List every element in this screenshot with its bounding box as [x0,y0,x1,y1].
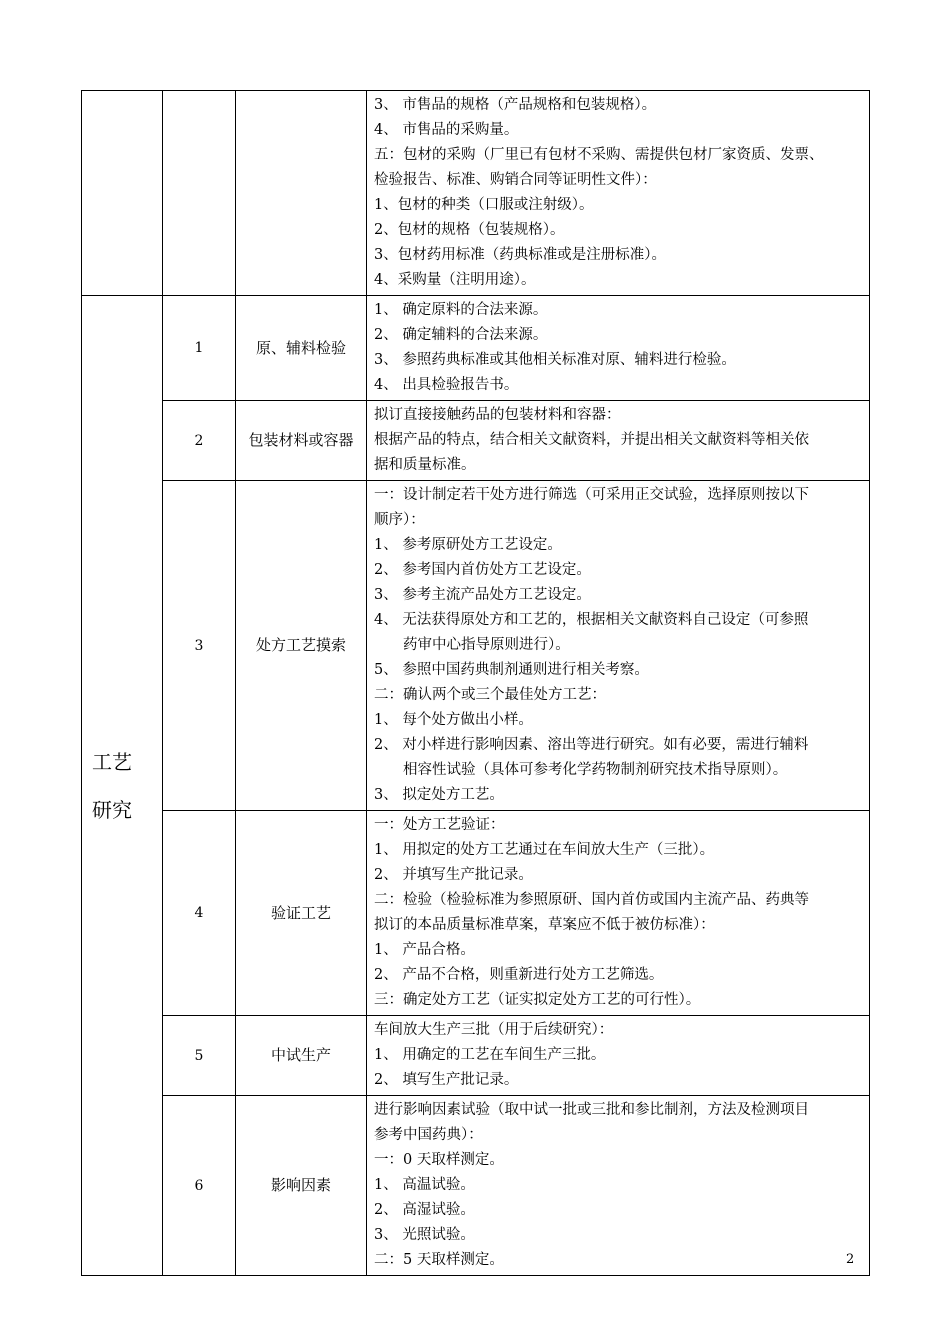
content-line: 一：设计制定若干处方进行筛选（可采用正交试验，选择原则按以下 [374,487,809,503]
content-line: 1、 高温试验。 [374,1177,475,1193]
content-line: 2、 参考国内首仿处方工艺设定。 [374,562,591,578]
content-line: 2、 对小样进行影响因素、溶出等进行研究。如有必要，需进行辅料 [374,737,809,753]
row-content [367,811,870,1016]
table-row [82,401,870,481]
content-line: 二：确认两个或三个最佳处方工艺： [374,687,606,703]
content-line: 2、 确定辅料的合法来源。 [374,327,548,343]
row-name: 验证工艺 [236,811,367,1016]
content-line: 3、包材药用标准（药典标准或是注册标准）。 [374,247,666,263]
table-row [82,296,870,401]
content-line: 1、 确定原料的合法来源。 [374,302,548,318]
content-line: 3、 参考主流产品处方工艺设定。 [374,587,591,603]
row-name: 影响因素 [236,1096,367,1276]
content-line: 拟订的本品质量标准草案，草案应不低于被仿标准）： [374,917,715,933]
row-name: 原、辅料检验 [236,296,367,401]
row-number: 1 [163,296,236,401]
content-line: 4、 出具检验报告书。 [374,377,519,393]
section-label-line1: 工艺 [92,749,132,774]
content-line: 2、 高湿试验。 [374,1202,475,1218]
name-cell-empty [236,91,367,296]
table-row [82,1016,870,1096]
content-line: 顺序）： [374,512,425,528]
continuation-content [367,91,870,296]
content-line: 参考中国药典）： [374,1127,483,1143]
content-line: 2、 产品不合格，则重新进行处方工艺筛选。 [374,967,664,983]
num-cell-empty [163,91,236,296]
row-content [367,1016,870,1096]
content-line: 1、 参考原研处方工艺设定。 [374,537,562,553]
process-table [81,90,870,1276]
content-line: 5、 参照中国药典制剂通则进行相关考察。 [374,662,649,678]
content-line: 4、采购量（注明用途）。 [374,272,536,288]
row-content [367,296,870,401]
content-line: 根据产品的特点，结合相关文献资料，并提出相关文献资料等相关依 [374,432,809,448]
content-line: 1、 用确定的工艺在车间生产三批。 [374,1047,606,1063]
table-row [82,1096,870,1276]
row-name: 包装材料或容器 [236,401,367,481]
content-line: 五：包材的采购（厂里已有包材不采购、需提供包材厂家资质、发票、 [374,147,824,163]
content-line: 二：5 天取样测定。 [374,1252,504,1268]
content-line: 1、 产品合格。 [374,942,475,958]
content-line: 3、 市售品的规格（产品规格和包装规格）。 [374,97,657,113]
table-row [82,481,870,811]
content-line: 3、 拟定处方工艺。 [374,787,504,803]
content-line: 1、包材的种类（口服或注射级）。 [374,197,594,213]
row-content [367,401,870,481]
row-number: 2 [163,401,236,481]
section-label-cell [82,296,163,1276]
content-line: 3、 参照药典标准或其他相关标准对原、辅料进行检验。 [374,352,736,368]
row-content [367,1096,870,1276]
section-label-line2: 研究 [92,797,132,822]
content-line: 1、 用拟定的处方工艺通过在车间放大生产（三批）。 [374,842,715,858]
content-line: 药审中心指导原则进行）。 [374,637,570,653]
content-line: 进行影响因素试验（取中试一批或三批和参比制剂，方法及检测项目 [374,1102,809,1118]
content-line: 二：检验（检验标准为参照原研、国内首仿或国内主流产品、药典等 [374,892,809,908]
row-number: 6 [163,1096,236,1276]
row-name: 中试生产 [236,1016,367,1096]
content-line: 相容性试验（具体可参考化学药物制剂研究技术指导原则）。 [374,762,788,778]
content-line: 1、 每个处方做出小样。 [374,712,533,728]
row-number: 5 [163,1016,236,1096]
content-line: 检验报告、标准、购销合同等证明性文件）： [374,172,657,188]
content-line: 一：处方工艺验证： [374,817,505,833]
content-line: 据和质量标准。 [374,457,476,473]
content-line: 4、 无法获得原处方和工艺的，根据相关文献资料自己设定（可参照 [374,612,809,628]
content-line: 2、 并填写生产批记录。 [374,867,533,883]
page-number: 2 [846,1252,855,1267]
content-line: 3、 光照试验。 [374,1227,475,1243]
row-number: 4 [163,811,236,1016]
row-content [367,481,870,811]
content-line: 拟订直接接触药品的包装材料和容器： [374,407,621,423]
continuation-row [82,91,870,296]
section-cell-empty [82,91,163,296]
row-name: 处方工艺摸索 [236,481,367,811]
content-line: 车间放大生产三批（用于后续研究）： [374,1022,614,1038]
content-line: 三：确定处方工艺（证实拟定处方工艺的可行性）。 [374,992,701,1008]
content-line: 一：0 天取样测定。 [374,1152,504,1168]
content-line: 2、包材的规格（包装规格）。 [374,222,565,238]
row-number: 3 [163,481,236,811]
table-row [82,811,870,1016]
content-line: 2、 填写生产批记录。 [374,1072,519,1088]
content-line: 4、 市售品的采购量。 [374,122,519,138]
